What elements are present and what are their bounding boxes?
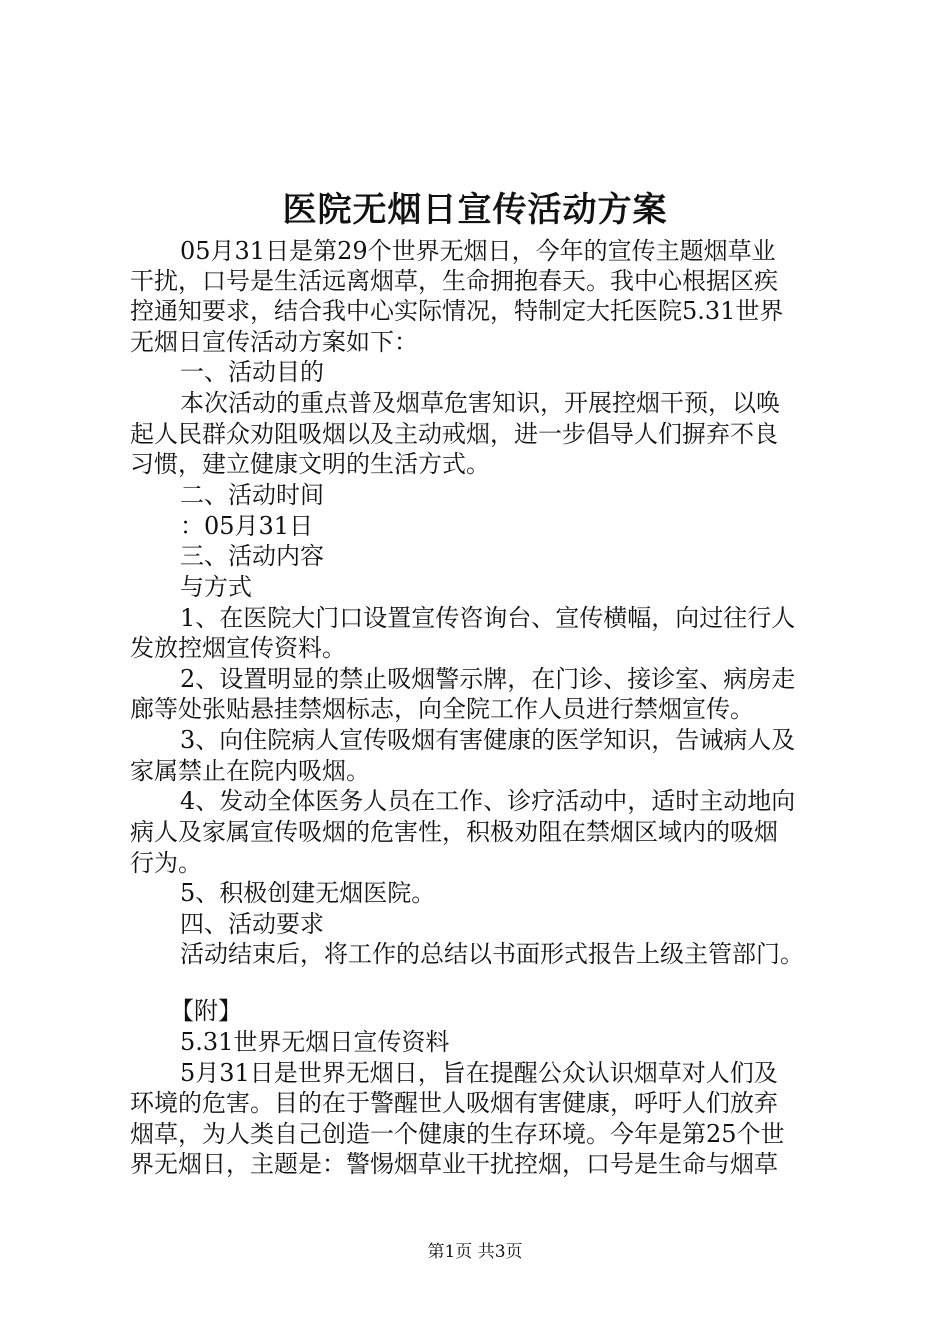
list-item-line: 1、在医院大门口设置宣传咨询台、宣传横幅，向过往行人 bbox=[180, 604, 796, 632]
paragraph-line: 环境的危害。目的在于警醒世人吸烟有害健康，呼吁人们放弃 bbox=[130, 1089, 778, 1117]
list-item-line: 2、设置明显的禁止吸烟警示牌，在门诊、接诊室、病房走 bbox=[180, 665, 796, 693]
page-footer: 第1页 共3页 bbox=[427, 1242, 523, 1262]
paragraph-line: 活动结束后，将工作的总结以书面形式报告上级主管部门。 bbox=[180, 940, 804, 968]
paragraph-line: 05月31日是第29个世界无烟日，今年的宣传主题烟草业 bbox=[180, 237, 776, 265]
paragraph-line: 本次活动的重点普及烟草危害知识，开展控烟干预，以唤 bbox=[180, 389, 780, 417]
paragraph-line: 无烟日宣传活动方案如下： bbox=[130, 328, 418, 356]
paragraph-line: ：05月31日 bbox=[180, 512, 314, 540]
paragraph-line: 控通知要求，结合我中心实际情况，特制定大托医院5.31世界 bbox=[130, 297, 784, 325]
paragraph-line: 界无烟日，主题是：警惕烟草业干扰控烟，口号是生命与烟草 bbox=[130, 1150, 778, 1178]
list-item-line: 3、向住院病人宣传吸烟有害健康的医学知识，告诫病人及 bbox=[180, 726, 796, 754]
paragraph-line: 与方式 bbox=[180, 573, 252, 601]
list-item-line: 4、发动全体医务人员在工作、诊疗活动中，适时主动地向 bbox=[180, 787, 796, 815]
section-heading: 二、活动时间 bbox=[180, 481, 324, 509]
paragraph-line: 习惯，建立健康文明的生活方式。 bbox=[130, 450, 490, 478]
list-item-line: 行为。 bbox=[130, 849, 202, 877]
paragraph-line: 干扰，口号是生活远离烟草，生命拥抱春天。我中心根据区疾 bbox=[130, 267, 778, 295]
list-item-line: 家属禁止在院内吸烟。 bbox=[130, 757, 370, 785]
paragraph-line: 5月31日是世界无烟日，旨在提醒公众认识烟草对人们及 bbox=[180, 1059, 778, 1087]
document-title: 医院无烟日宣传活动方案 bbox=[282, 190, 668, 230]
appendix-label: 【附】 bbox=[170, 997, 242, 1025]
list-item-line: 5、积极创建无烟医院。 bbox=[180, 879, 436, 907]
list-item-line: 病人及家属宣传吸烟的危害性，积极劝阻在禁烟区域内的吸烟 bbox=[130, 818, 778, 846]
section-heading: 四、活动要求 bbox=[180, 910, 324, 938]
appendix-title: 5.31世界无烟日宣传资料 bbox=[180, 1028, 450, 1056]
section-heading: 一、活动目的 bbox=[180, 358, 324, 386]
section-heading: 三、活动内容 bbox=[180, 542, 324, 570]
paragraph-line: 烟草，为人类自己创造一个健康的生存环境。今年是第25个世 bbox=[130, 1120, 785, 1148]
list-item-line: 发放控烟宣传资料。 bbox=[130, 634, 346, 662]
paragraph-line: 起人民群众劝阻吸烟以及主动戒烟，进一步倡导人们摒弃不良 bbox=[130, 420, 778, 448]
list-item-line: 廊等处张贴悬挂禁烟标志，向全院工作人员进行禁烟宣传。 bbox=[130, 695, 754, 723]
